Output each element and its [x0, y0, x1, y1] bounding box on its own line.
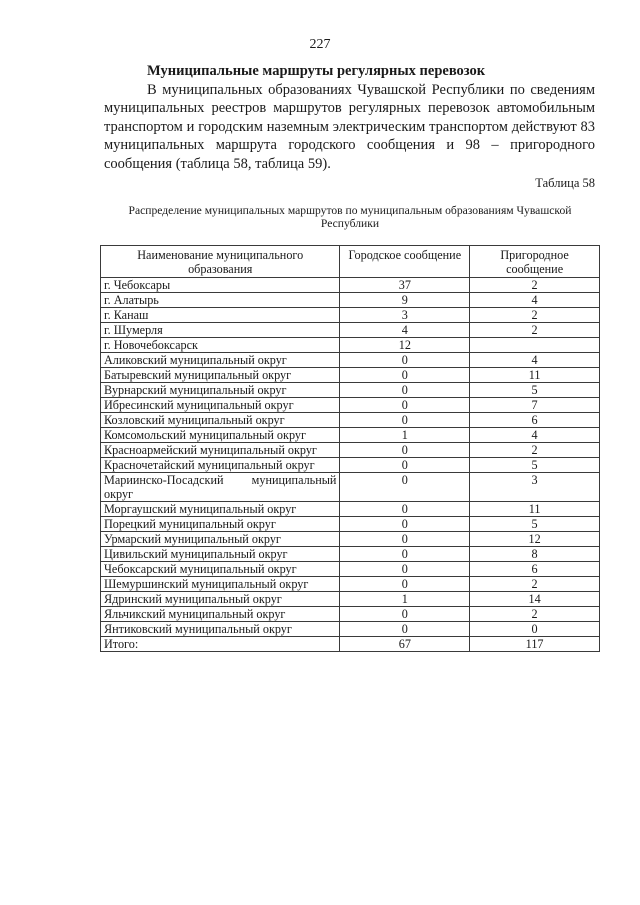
table-row [101, 428, 600, 443]
cell-suburban-routes: 12 [470, 532, 600, 547]
cell-suburban-routes: 6 [470, 562, 600, 577]
cell-urban-routes: 0 [340, 562, 470, 577]
cell-suburban-routes: 2 [470, 278, 600, 293]
cell-urban-routes: 4 [340, 323, 470, 338]
cell-suburban-routes: 3 [470, 473, 600, 502]
cell-suburban-routes: 5 [470, 458, 600, 473]
table-row [101, 607, 600, 622]
routes-table [100, 245, 600, 652]
cell-urban-routes: 67 [340, 637, 470, 652]
table-row [101, 398, 600, 413]
table-row [101, 338, 600, 353]
table-title: Распределение муниципальных маршрутов по муниципальным образованиям Чувашской Республики [128, 204, 572, 230]
cell-municipality: Чебоксарский муниципальный округ [101, 562, 340, 577]
cell-urban-routes: 0 [340, 532, 470, 547]
cell-suburban-routes: 2 [470, 443, 600, 458]
table-row [101, 592, 600, 607]
intro-paragraph: В муниципальных образованиях Чувашской Республики по сведениям муниципальных реестров маршрутов регулярных перевозок автомобильным транспортом и городским наземным электрическим транспортом действуют 83 муниципальных маршрута городского сообщения и 98 – пригородного сообщения (таблица 58, таблица 59). [104, 82, 595, 172]
cell-municipality: г. Шумерля [101, 323, 340, 338]
table-row [101, 502, 600, 517]
cell-urban-routes: 0 [340, 443, 470, 458]
cell-urban-routes: 0 [340, 622, 470, 637]
cell-municipality: Ядринский муниципальный округ [101, 592, 340, 607]
cell-municipality: Козловский муниципальный округ [101, 413, 340, 428]
cell-municipality: Аликовский муниципальный округ [101, 353, 340, 368]
cell-suburban-routes: 117 [470, 637, 600, 652]
section-heading: Муниципальные маршруты регулярных перевозок [147, 63, 486, 79]
cell-urban-routes: 0 [340, 398, 470, 413]
cell-urban-routes: 0 [340, 547, 470, 562]
table-row [101, 293, 600, 308]
cell-municipality: Яльчикский муниципальный округ [101, 607, 340, 622]
cell-urban-routes: 37 [340, 278, 470, 293]
cell-suburban-routes: 8 [470, 547, 600, 562]
table-row [101, 308, 600, 323]
cell-municipality: Итого: [101, 637, 340, 652]
cell-suburban-routes: 6 [470, 413, 600, 428]
cell-urban-routes: 0 [340, 577, 470, 592]
cell-suburban-routes: 4 [470, 293, 600, 308]
column-header-urban: Городское сообщение [340, 246, 470, 278]
cell-urban-routes: 0 [340, 473, 470, 502]
cell-suburban-routes: 4 [470, 428, 600, 443]
cell-municipality: Цивильский муниципальный округ [101, 547, 340, 562]
table-row [101, 278, 600, 293]
cell-municipality: Батыревский муниципальный округ [101, 368, 340, 383]
table-row [101, 517, 600, 532]
cell-municipality: Порецкий муниципальный округ [101, 517, 340, 532]
cell-municipality: г. Канаш [101, 308, 340, 323]
cell-suburban-routes: 4 [470, 353, 600, 368]
cell-suburban-routes: 11 [470, 502, 600, 517]
table-row [101, 473, 600, 502]
cell-urban-routes: 12 [340, 338, 470, 353]
cell-municipality: Моргаушский муниципальный округ [101, 502, 340, 517]
table-row [101, 547, 600, 562]
cell-municipality: Ибресинский муниципальный округ [101, 398, 340, 413]
cell-suburban-routes: 2 [470, 323, 600, 338]
cell-municipality: г. Новочебоксарск [101, 338, 340, 353]
cell-urban-routes: 3 [340, 308, 470, 323]
cell-municipality: Мариинско-Посадский муниципальный округ [101, 473, 340, 502]
cell-municipality: Красноармейский муниципальный округ [101, 443, 340, 458]
cell-suburban-routes: 0 [470, 622, 600, 637]
table-total-row [101, 637, 600, 652]
table-body [101, 278, 600, 652]
cell-urban-routes: 0 [340, 517, 470, 532]
cell-urban-routes: 0 [340, 368, 470, 383]
cell-municipality: Красночетайский муниципальный округ [101, 458, 340, 473]
cell-urban-routes: 0 [340, 458, 470, 473]
table-row [101, 443, 600, 458]
cell-urban-routes: 0 [340, 353, 470, 368]
table-row [101, 413, 600, 428]
cell-municipality: Янтиковский муниципальный округ [101, 622, 340, 637]
cell-municipality: Вурнарский муниципальный округ [101, 383, 340, 398]
table-row [101, 383, 600, 398]
cell-urban-routes: 0 [340, 607, 470, 622]
column-header-suburban: Пригородное сообщение [470, 246, 600, 278]
table-header-row [101, 246, 600, 278]
table-row [101, 458, 600, 473]
cell-suburban-routes: 5 [470, 383, 600, 398]
cell-municipality: г. Чебоксары [101, 278, 340, 293]
cell-urban-routes: 0 [340, 383, 470, 398]
table-row [101, 323, 600, 338]
cell-suburban-routes [470, 338, 600, 353]
table-row [101, 368, 600, 383]
cell-municipality: Урмарский муниципальный округ [101, 532, 340, 547]
cell-suburban-routes: 14 [470, 592, 600, 607]
cell-suburban-routes: 2 [470, 577, 600, 592]
cell-municipality: г. Алатырь [101, 293, 340, 308]
table-row [101, 532, 600, 547]
cell-suburban-routes: 11 [470, 368, 600, 383]
table-caption: Таблица 58 [535, 176, 595, 190]
cell-suburban-routes: 5 [470, 517, 600, 532]
cell-urban-routes: 0 [340, 413, 470, 428]
cell-suburban-routes: 2 [470, 607, 600, 622]
cell-suburban-routes: 7 [470, 398, 600, 413]
table-row [101, 353, 600, 368]
table-row [101, 577, 600, 592]
cell-urban-routes: 1 [340, 428, 470, 443]
cell-suburban-routes: 2 [470, 308, 600, 323]
cell-urban-routes: 0 [340, 502, 470, 517]
table-row [101, 622, 600, 637]
table-row [101, 562, 600, 577]
page-number: 227 [309, 37, 331, 52]
column-header-municipality: Наименование муниципального образования [101, 246, 340, 278]
cell-municipality: Комсомольский муниципальный округ [101, 428, 340, 443]
cell-municipality: Шемуршинский муниципальный округ [101, 577, 340, 592]
cell-urban-routes: 1 [340, 592, 470, 607]
cell-urban-routes: 9 [340, 293, 470, 308]
